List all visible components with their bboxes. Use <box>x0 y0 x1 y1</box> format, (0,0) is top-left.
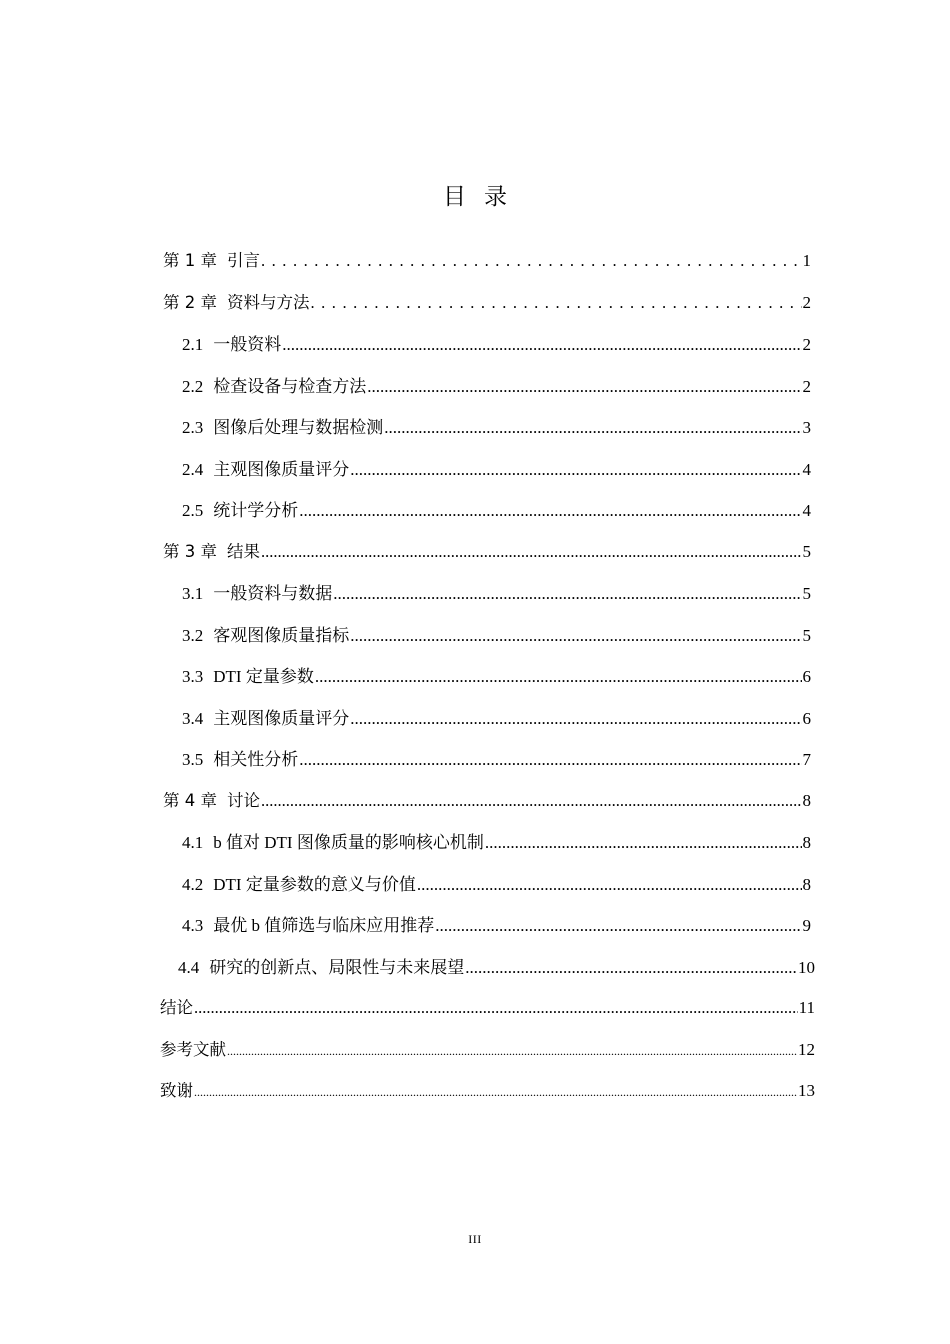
toc-entry-page-number: 10 <box>798 957 815 977</box>
dot-leader <box>367 377 801 397</box>
toc-entry-page-number: 9 <box>802 916 811 935</box>
toc-entry-number: 第 1 章 <box>163 251 217 270</box>
page-title: 目录 <box>443 184 525 210</box>
dot-leader <box>350 460 801 480</box>
toc-entry[interactable] <box>182 621 811 663</box>
toc-entry-number: 4.2 <box>182 874 204 894</box>
toc-entry-page-number: 2 <box>802 376 811 396</box>
toc-entry-page-number: 5 <box>802 541 811 561</box>
toc-entry-title: DTI 定量参数 <box>213 667 314 686</box>
toc-entry-title: 相关性分析 <box>213 750 299 769</box>
toc-entry[interactable] <box>182 496 811 538</box>
toc-entry-title: 检查设备与检查方法 <box>213 376 367 396</box>
toc-entry-title: DTI 定量参数的意义与价值 <box>213 874 416 894</box>
dot-leader <box>311 293 802 313</box>
toc-entry-page-number: 7 <box>802 750 811 769</box>
table-of-contents <box>0 247 950 1119</box>
toc-entry-title: b 值对 DTI 图像质量的影响核心机制 <box>213 833 484 852</box>
toc-entry-page-number: 8 <box>802 833 811 852</box>
toc-entry-page-number: 3 <box>802 418 811 437</box>
toc-entry-title: 最优 b 值筛选与临床应用推荐 <box>213 916 435 935</box>
toc-entry[interactable] <box>160 1077 815 1119</box>
dot-leader <box>194 1081 797 1101</box>
toc-entry-title: 研究的创新点、局限性与未来展望 <box>209 957 465 977</box>
toc-entry-page-number: 11 <box>798 998 815 1017</box>
toc-entry[interactable] <box>182 745 811 787</box>
dot-leader <box>315 667 802 687</box>
toc-entry[interactable] <box>182 828 811 870</box>
toc-entry-number: 3.2 <box>182 625 204 645</box>
dot-leader <box>261 791 802 811</box>
dot-leader <box>350 626 801 646</box>
toc-entry[interactable] <box>182 455 811 497</box>
toc-entry-number: 3.4 <box>182 708 204 728</box>
toc-entry-number: 3.5 <box>182 750 204 769</box>
toc-entry-page-number: 6 <box>802 708 811 728</box>
toc-entry-number: 2.5 <box>182 501 204 520</box>
toc-entry-title: 主观图像质量评分 <box>213 708 350 728</box>
toc-entry-number: 2.1 <box>182 335 204 354</box>
toc-entry-title: 主观图像质量评分 <box>213 459 350 479</box>
toc-entry-title: 结果 <box>227 541 260 561</box>
dot-leader <box>485 833 802 853</box>
toc-entry-number: 第 4 章 <box>163 790 217 810</box>
toc-entry-page-number: 4 <box>802 501 811 520</box>
toc-entry[interactable] <box>163 289 811 331</box>
toc-entry-number: 4.1 <box>182 833 204 852</box>
toc-entry-page-number: 5 <box>802 625 811 645</box>
toc-entry-number: 2.3 <box>182 418 204 437</box>
toc-entry[interactable] <box>163 538 811 580</box>
toc-entry[interactable] <box>182 704 811 746</box>
dot-leader <box>350 709 801 729</box>
dot-leader <box>261 251 802 271</box>
toc-entry-number: 4.4 <box>178 957 200 977</box>
toc-entry-page-number: 13 <box>798 1081 815 1100</box>
toc-entry[interactable] <box>163 247 811 289</box>
page-number-footer: III <box>468 1232 482 1246</box>
toc-entry-title: 统计学分析 <box>213 501 299 520</box>
toc-entry[interactable] <box>178 953 815 995</box>
toc-entry[interactable] <box>182 911 811 953</box>
toc-entry[interactable] <box>182 330 811 372</box>
toc-entry-number: 2.2 <box>182 376 204 396</box>
dot-leader <box>417 875 802 895</box>
toc-entry[interactable] <box>160 994 815 1036</box>
toc-entry[interactable] <box>182 870 811 912</box>
toc-entry-number: 第 2 章 <box>163 292 217 312</box>
dot-leader <box>333 584 801 604</box>
toc-entry-page-number: 12 <box>798 1039 815 1059</box>
toc-entry-title: 一般资料与数据 <box>213 584 333 603</box>
toc-entry-title: 结论 <box>160 998 193 1017</box>
dot-leader <box>261 542 802 562</box>
toc-entry[interactable] <box>182 413 811 455</box>
toc-entry-number: 3.1 <box>182 584 204 603</box>
toc-entry-title: 致谢 <box>160 1081 193 1100</box>
toc-entry[interactable] <box>182 372 811 414</box>
toc-entry-page-number: 4 <box>802 459 811 479</box>
dot-leader <box>384 418 801 438</box>
toc-entry[interactable] <box>160 1036 815 1078</box>
toc-entry-title: 客观图像质量指标 <box>213 625 350 645</box>
toc-entry-title: 资料与方法 <box>227 292 310 312</box>
toc-entry[interactable] <box>182 662 811 704</box>
toc-entry-page-number: 5 <box>802 584 811 603</box>
toc-entry-number: 2.4 <box>182 459 204 479</box>
toc-entry-title: 参考文献 <box>160 1039 226 1059</box>
toc-entry-title: 引言 <box>227 251 260 270</box>
dot-leader <box>282 335 801 355</box>
toc-entry-number: 4.3 <box>182 916 204 935</box>
dot-leader <box>227 1040 797 1060</box>
dot-leader <box>465 958 797 978</box>
toc-entry-page-number: 8 <box>802 874 811 894</box>
toc-entry[interactable] <box>182 579 811 621</box>
dot-leader <box>194 998 798 1018</box>
toc-entry-title: 图像后处理与数据检测 <box>213 418 384 437</box>
toc-entry-page-number: 2 <box>802 292 811 312</box>
dot-leader <box>299 501 801 521</box>
toc-entry-page-number: 2 <box>802 335 811 354</box>
toc-entry-page-number: 1 <box>802 251 811 270</box>
toc-entry-page-number: 8 <box>802 790 811 810</box>
toc-entry-title: 讨论 <box>227 790 260 810</box>
toc-entry-title: 一般资料 <box>213 335 282 354</box>
toc-entry[interactable] <box>163 787 811 829</box>
toc-entry-page-number: 6 <box>802 667 811 686</box>
dot-leader <box>299 750 801 770</box>
toc-entry-number: 第 3 章 <box>163 541 217 561</box>
toc-entry-number: 3.3 <box>182 667 204 686</box>
dot-leader <box>435 916 801 936</box>
